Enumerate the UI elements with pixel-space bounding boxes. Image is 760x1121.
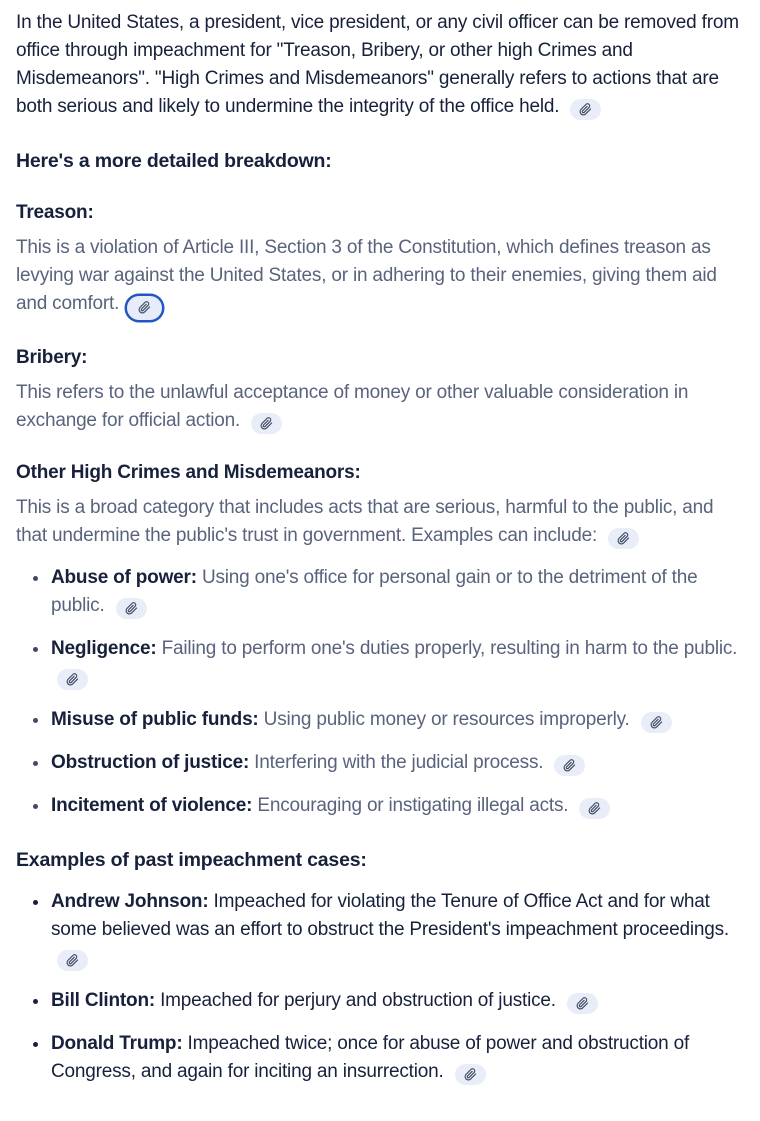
citation-chip[interactable] <box>554 755 585 776</box>
paperclip-icon <box>260 417 273 430</box>
list-item-obstruction <box>51 749 745 777</box>
list-item-donald-trump <box>51 1030 745 1086</box>
citation-chip[interactable] <box>608 528 639 549</box>
list-item-andrew-johnson <box>51 888 745 972</box>
citation-chip[interactable] <box>57 950 88 971</box>
intro-paragraph <box>16 9 745 121</box>
citation-chip[interactable] <box>116 598 147 619</box>
list-description: Impeached twice; once for abuse of power and obstruction of Congress, and again for inciting an insurrection. <box>51 1032 690 1082</box>
paperclip-icon <box>138 301 151 314</box>
bribery-heading: Bribery: <box>16 346 88 368</box>
paperclip-icon <box>617 532 630 545</box>
list-item-misuse-of-funds <box>51 706 745 734</box>
citation-chip[interactable] <box>455 1064 486 1085</box>
citation-chip[interactable] <box>57 669 88 690</box>
paperclip-icon <box>579 103 592 116</box>
list-item-bill-clinton <box>51 987 745 1015</box>
list-description: Encouraging or instigating illegal acts. <box>257 794 569 816</box>
citation-chip[interactable] <box>251 413 282 434</box>
paperclip-icon <box>588 802 601 815</box>
citation-chip[interactable] <box>579 798 610 819</box>
paperclip-icon <box>563 759 576 772</box>
list-item-incitement <box>51 792 745 820</box>
list-term: Donald Trump: <box>51 1032 183 1054</box>
examples-list <box>16 564 745 820</box>
paperclip-icon <box>125 602 138 615</box>
paperclip-icon <box>66 954 79 967</box>
list-description: Impeached for perjury and obstruction of justice. <box>160 989 556 1011</box>
other-crimes-paragraph <box>16 494 745 550</box>
list-term: Abuse of power: <box>51 566 197 588</box>
list-description: Failing to perform one's duties properly, resulting in harm to the public. <box>161 637 738 659</box>
citation-chip[interactable] <box>567 993 598 1014</box>
bribery-paragraph <box>16 379 745 435</box>
list-description: Using one's office for personal gain or to the detriment of the public. <box>51 566 698 616</box>
list-item-negligence <box>51 635 745 691</box>
list-term: Andrew Johnson: <box>51 890 209 912</box>
list-term: Bill Clinton: <box>51 989 155 1011</box>
cases-list <box>16 888 745 1086</box>
paperclip-icon <box>576 997 589 1010</box>
list-term: Obstruction of justice: <box>51 751 250 773</box>
list-term: Negligence: <box>51 637 157 659</box>
citation-chip[interactable] <box>570 99 601 120</box>
paperclip-icon <box>66 673 79 686</box>
paperclip-icon <box>650 716 663 729</box>
treason-heading: Treason: <box>16 202 94 223</box>
list-term: Incitement of violence: <box>51 794 253 816</box>
list-description: Impeached for violating the Tenure of Office Act and for what some believed was an effort to obstruct the President's impeachment proceedings. <box>51 890 729 940</box>
list-item-abuse-of-power <box>51 564 745 620</box>
treason-text: This is a violation of Article III, Section 3 of the Constitution, which defines treason as levying war against the United States, or in adhering to their enemies, giving them aid and comfort. <box>16 237 717 314</box>
list-description: Interfering with the judicial process. <box>254 751 544 773</box>
citation-chip[interactable] <box>641 712 672 733</box>
paperclip-icon <box>464 1068 477 1081</box>
bribery-text: This refers to the unlawful acceptance of money or other valuable consideration in exchange for official action. <box>16 381 689 431</box>
citation-chip-focused[interactable] <box>127 296 162 320</box>
cases-heading: Examples of past impeachment cases: <box>16 848 367 871</box>
list-description: Using public money or resources improperly. <box>263 708 630 730</box>
list-term: Misuse of public funds: <box>51 708 259 730</box>
intro-text: In the United States, a president, vice president, or any civil officer can be removed from office through impeachment for "Treason, Bribery, or other high Crimes and Misdemeanors". "High Crimes and Misdemeanors" generally refers to actions that are both serious and likely to undermine the integrity of the office held. <box>16 12 739 117</box>
breakdown-heading: Here's a more detailed breakdown: <box>16 150 332 172</box>
treason-paragraph <box>16 234 745 320</box>
other-crimes-text: This is a broad category that includes acts that are serious, harmful to the public, and that undermine the public's trust in government. Examples can include: <box>16 496 714 546</box>
other-crimes-heading: Other High Crimes and Misdemeanors: <box>16 461 361 483</box>
